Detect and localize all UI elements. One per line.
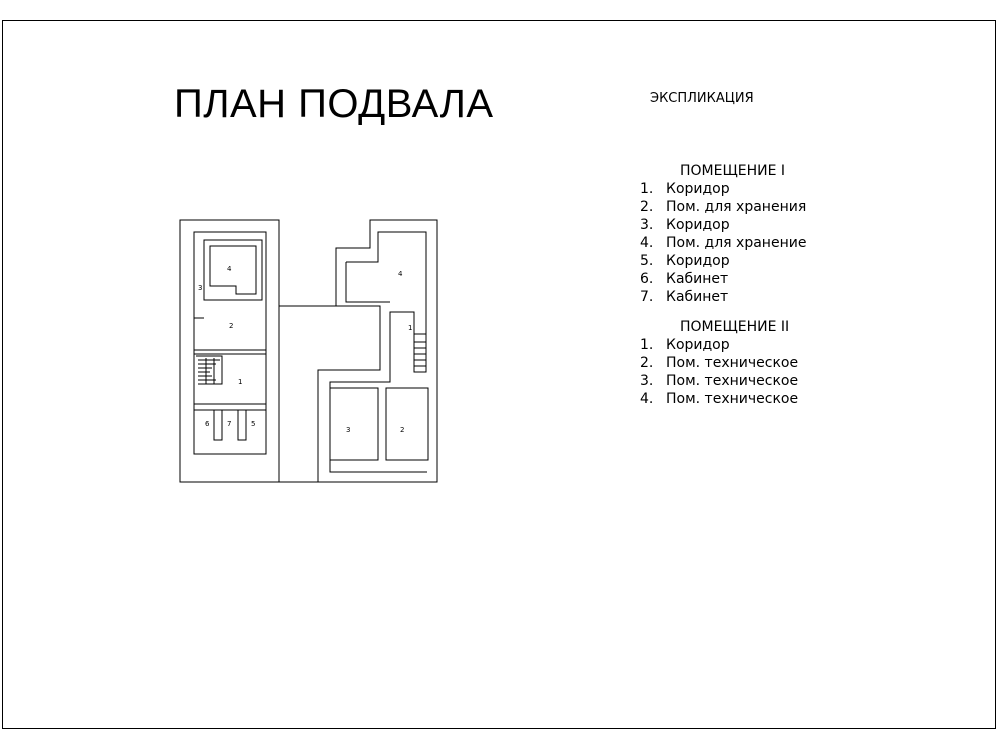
staircase-left	[198, 358, 220, 384]
legend-item: 6. Кабинет	[640, 271, 729, 287]
technical-room-2-wall	[386, 388, 428, 460]
room-label: 3	[346, 426, 351, 434]
partition	[214, 410, 222, 440]
legend-item: 1. Коридор	[640, 337, 730, 353]
legend-item: 3. Коридор	[640, 217, 730, 233]
partition	[238, 410, 246, 440]
legend-item: 4. Пом. для хранение	[640, 235, 807, 251]
technical-room-3-wall	[330, 388, 378, 460]
legend-item: 3. Пом. техническое	[640, 373, 799, 389]
room-label: 4	[227, 265, 232, 273]
room-label: 6	[205, 420, 210, 428]
room-label: 7	[227, 420, 232, 428]
room-label: 2	[400, 426, 405, 434]
left-building-outer-wall	[180, 220, 279, 482]
left-building	[180, 220, 279, 482]
legend-item: 4. Пом. техническое	[640, 391, 799, 407]
storage-room-4-wall	[204, 240, 262, 300]
room-label: 3	[198, 284, 203, 292]
right-building	[318, 220, 437, 482]
storage-room-4-inner-wall	[210, 246, 256, 294]
legend-item: 2. Пом. для хранения	[640, 199, 807, 215]
wall-segment	[346, 262, 390, 302]
room-label: 5	[251, 420, 256, 428]
legend-section-title: ПОМЕЩЕНИЕ I	[680, 163, 786, 179]
room-label: 2	[229, 322, 234, 330]
connecting-walls	[279, 306, 336, 482]
plan-title: ПЛАН ПОДВАЛА	[174, 82, 494, 126]
legend-item: 2. Пом. техническое	[640, 355, 799, 371]
legend-section-title: ПОМЕЩЕНИЕ II	[680, 319, 790, 335]
legend-item: 7. Кабинет	[640, 289, 729, 305]
legend-item: 5. Коридор	[640, 253, 730, 269]
room-label: 1	[238, 378, 243, 386]
legend-item: 1. Коридор	[640, 181, 730, 197]
room-label: 4	[398, 270, 403, 278]
explication-heading: ЭКСПЛИКАЦИЯ	[650, 91, 754, 106]
room-label: 1	[408, 324, 413, 332]
staircase-right	[414, 334, 426, 366]
